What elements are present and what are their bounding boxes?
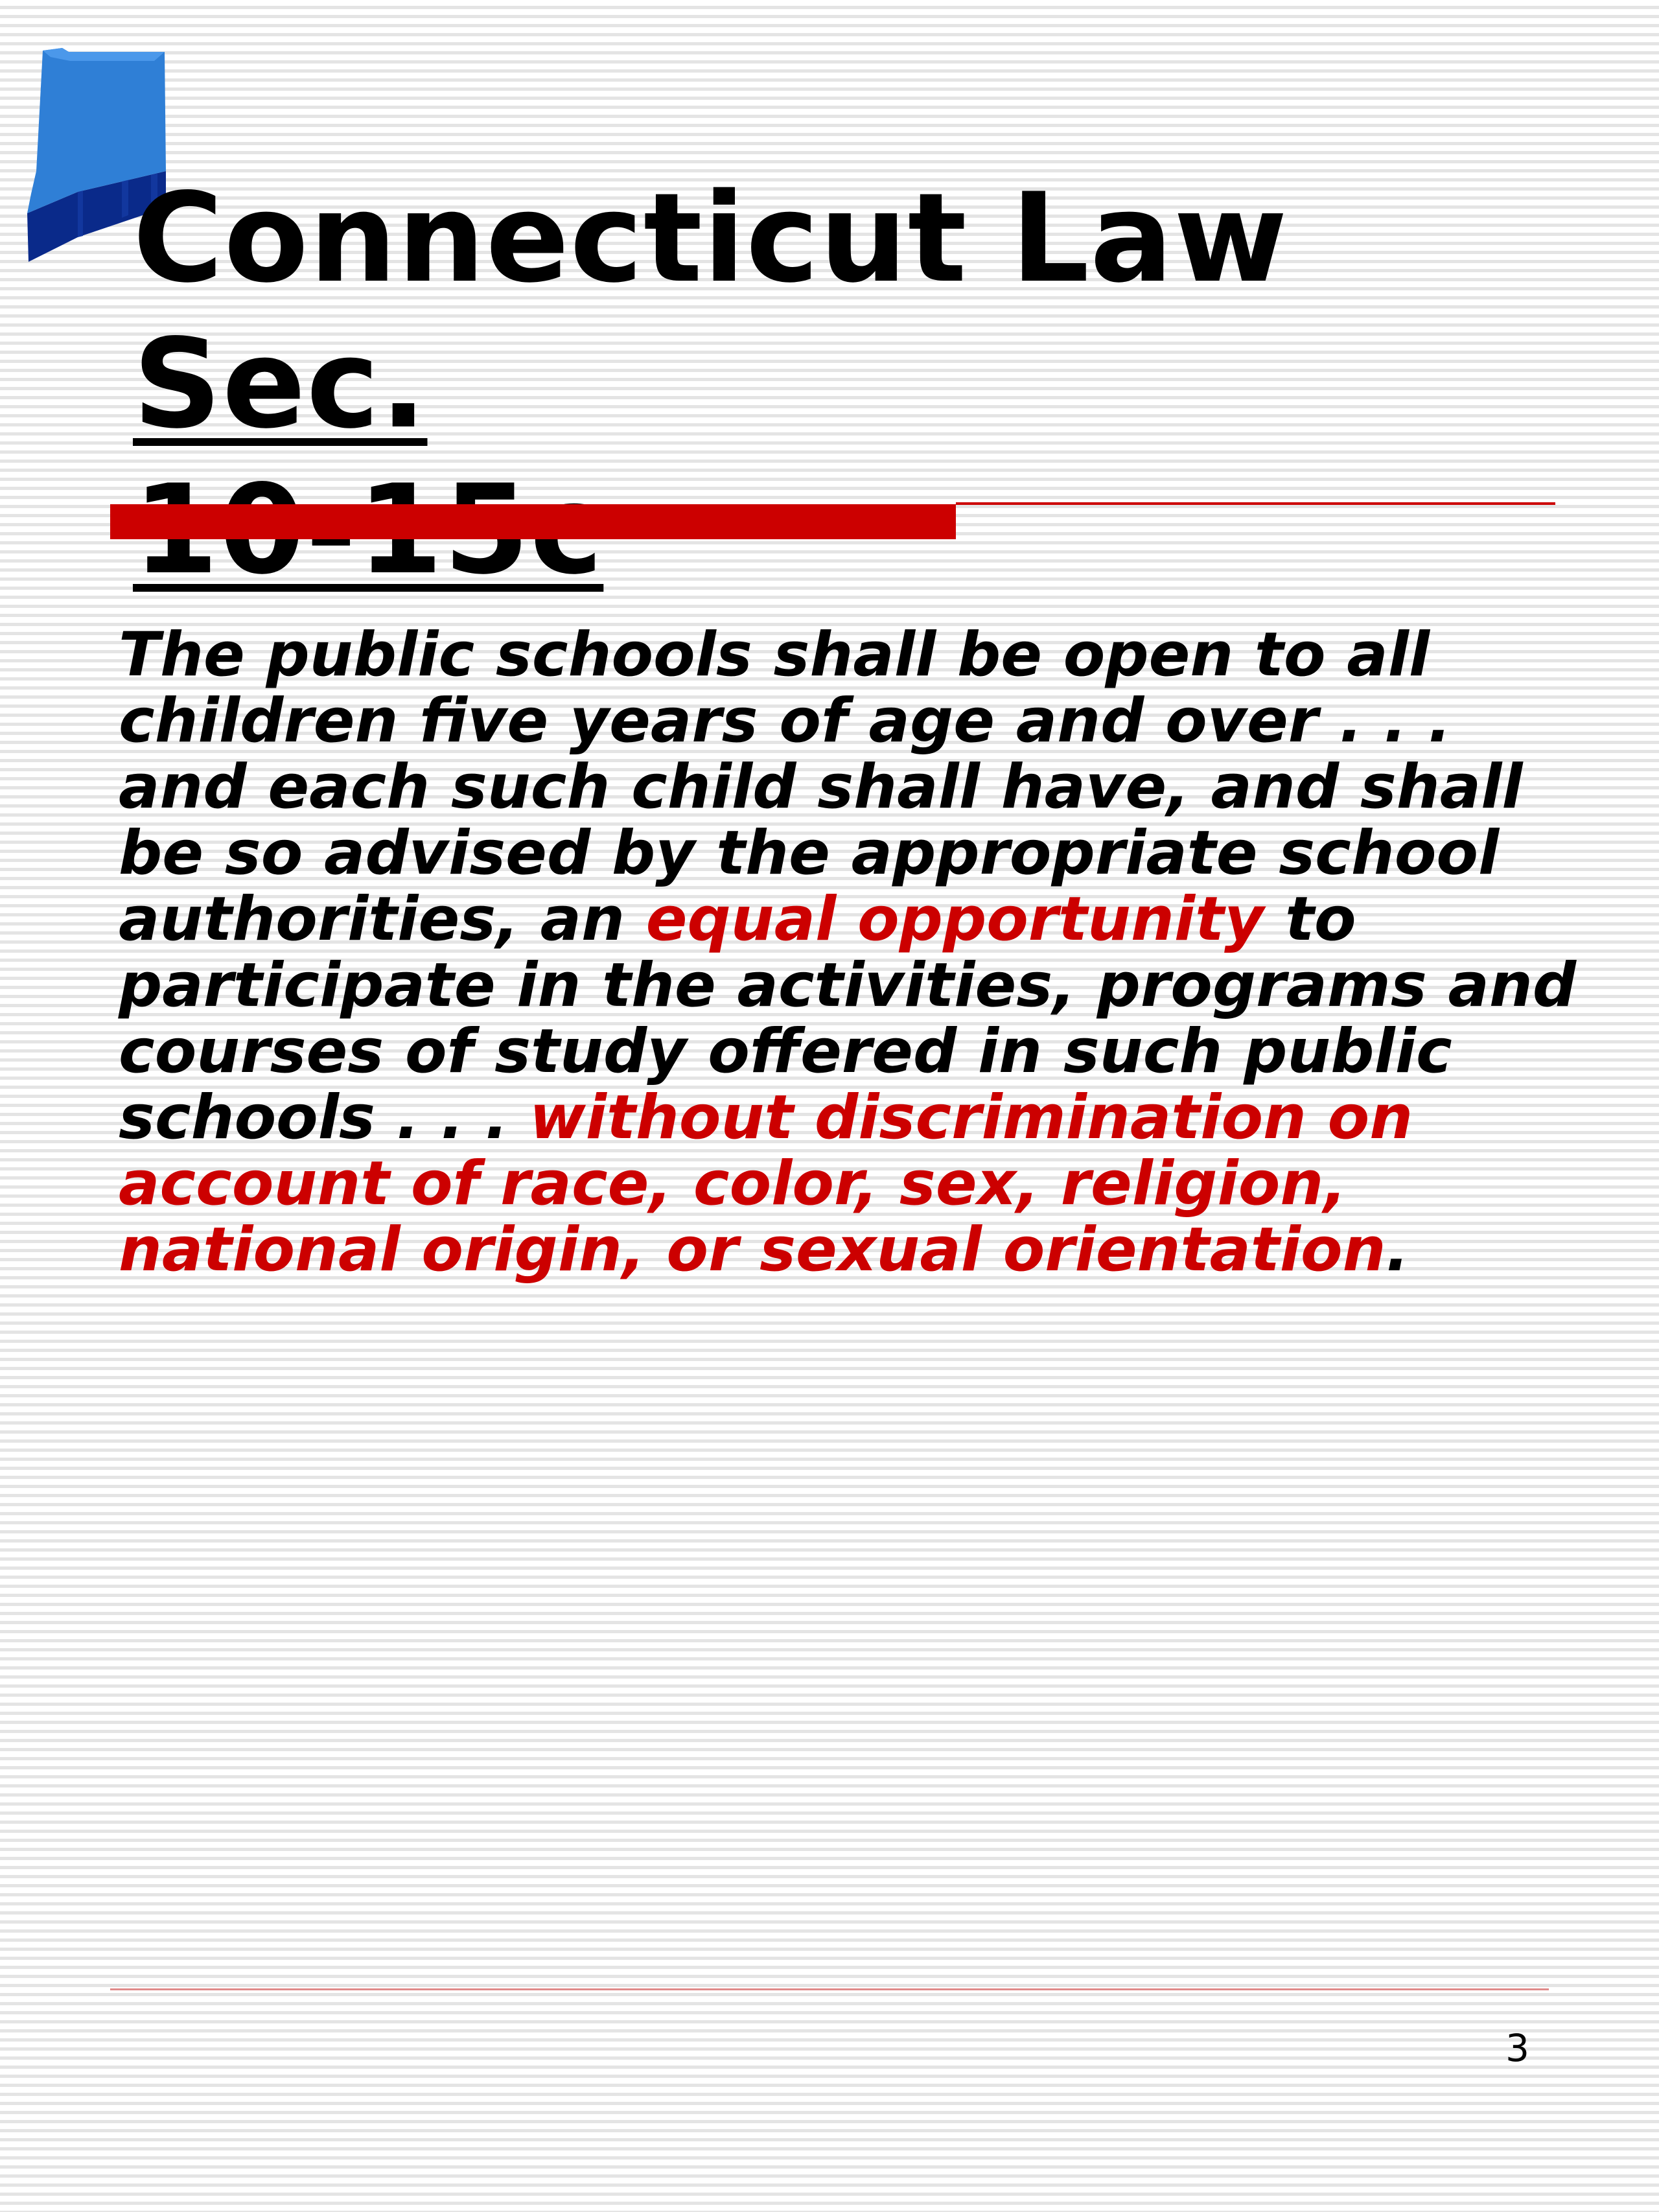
quote-highlight-equal-opportunity: equal opportunity bbox=[645, 884, 1264, 955]
title-text: Connecticut Law bbox=[133, 167, 1288, 310]
title-divider-thick bbox=[110, 504, 956, 539]
quote-text-2: to participate in the activities, programs and courses of study offered in such public schools . . . bbox=[119, 884, 1577, 1153]
quote-text-1: The public schools shall be open to all children five years of age and over . . . and each such child shall have, and shall be so advised by the appropriate school authorities, an bbox=[119, 620, 1523, 955]
quote-highlight-nondiscrimination: without discrimination on account of race, color, sex, religion, national origin, or sexual orientation bbox=[119, 1082, 1413, 1285]
law-quote bbox=[119, 622, 1596, 1283]
quote-text-end: . bbox=[1386, 1215, 1410, 1285]
page-number: 3 bbox=[1505, 2026, 1529, 2070]
title-section-label: Sec. bbox=[133, 312, 428, 456]
title-divider-thin bbox=[956, 502, 1555, 505]
footer-divider bbox=[110, 1988, 1549, 1990]
